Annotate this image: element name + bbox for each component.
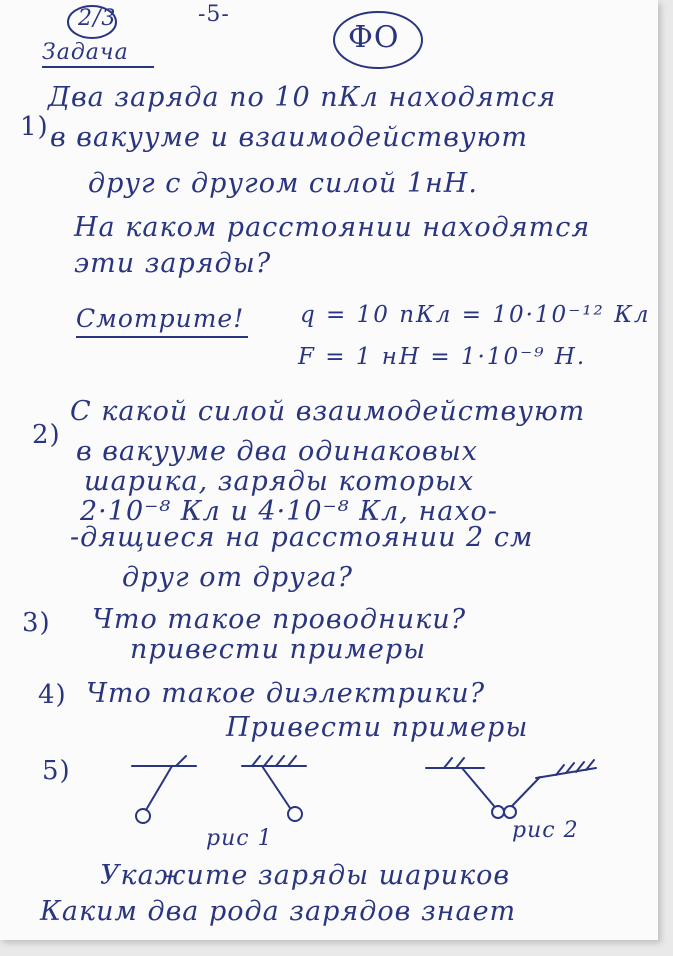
fig2-caption: рис 2 (512, 818, 579, 843)
task2-line-5: -дящиеся на расстоянии 2 см (70, 522, 534, 553)
task1-line-2: в вакууме и взаимодействуют (50, 122, 528, 153)
given-label-underline (76, 336, 248, 338)
task3-line-1: Что такое проводники? (92, 604, 467, 635)
grade-mark: 2/3 (78, 6, 117, 31)
task1-number: 1) (20, 112, 49, 142)
fig1-left-pendulum (132, 756, 196, 823)
task5-number: 5) (42, 756, 71, 786)
given-charge: q = 10 пКл = 10·10⁻¹² Кл (300, 302, 651, 328)
task1-line-1: Два заряда по 10 пКл находятся (48, 82, 557, 113)
fig1-right-pendulum (242, 756, 306, 821)
task4-number: 4) (38, 680, 67, 710)
given-label: Смотрите! (76, 304, 245, 333)
pendulum-figures (0, 0, 1, 1)
task1-line-3: друг с другом силой 1нН. (88, 168, 478, 199)
task3-line-2: привести примеры (130, 634, 427, 665)
task2-number: 2) (32, 420, 61, 450)
task2-line-4: 2·10⁻⁸ Кл и 4·10⁻⁸ Кл, нахо- (80, 496, 498, 527)
task2-line-6: друг от друга? (122, 562, 354, 593)
task5-line-2: Каким два рода зарядов знает (40, 896, 517, 927)
task-label-underline (42, 66, 154, 68)
fig2-pendulums (426, 758, 596, 818)
task2-line-3: шарика, заряды которых (84, 466, 475, 497)
task4-line-2: Привести примеры (226, 712, 529, 743)
fig1-caption: рис 1 (206, 826, 273, 851)
task2-line-1: С какой силой взаимодействуют (70, 396, 586, 427)
task3-number: 3) (22, 608, 51, 638)
task1-line-4: На каком расстоянии находятся (74, 212, 591, 243)
task4-line-1: Что такое диэлектрики? (86, 678, 486, 709)
task-label: Задача (42, 40, 129, 65)
subject-mark: ФО (348, 20, 400, 55)
task2-line-2: в вакууме два одинаковых (76, 436, 478, 467)
task5-line-1: Укажите заряды шариков (100, 860, 511, 891)
task1-line-5: эти заряды? (74, 248, 272, 279)
page-number: -5- (198, 2, 230, 27)
given-force: F = 1 нН = 1·10⁻⁹ Н. (298, 344, 587, 370)
